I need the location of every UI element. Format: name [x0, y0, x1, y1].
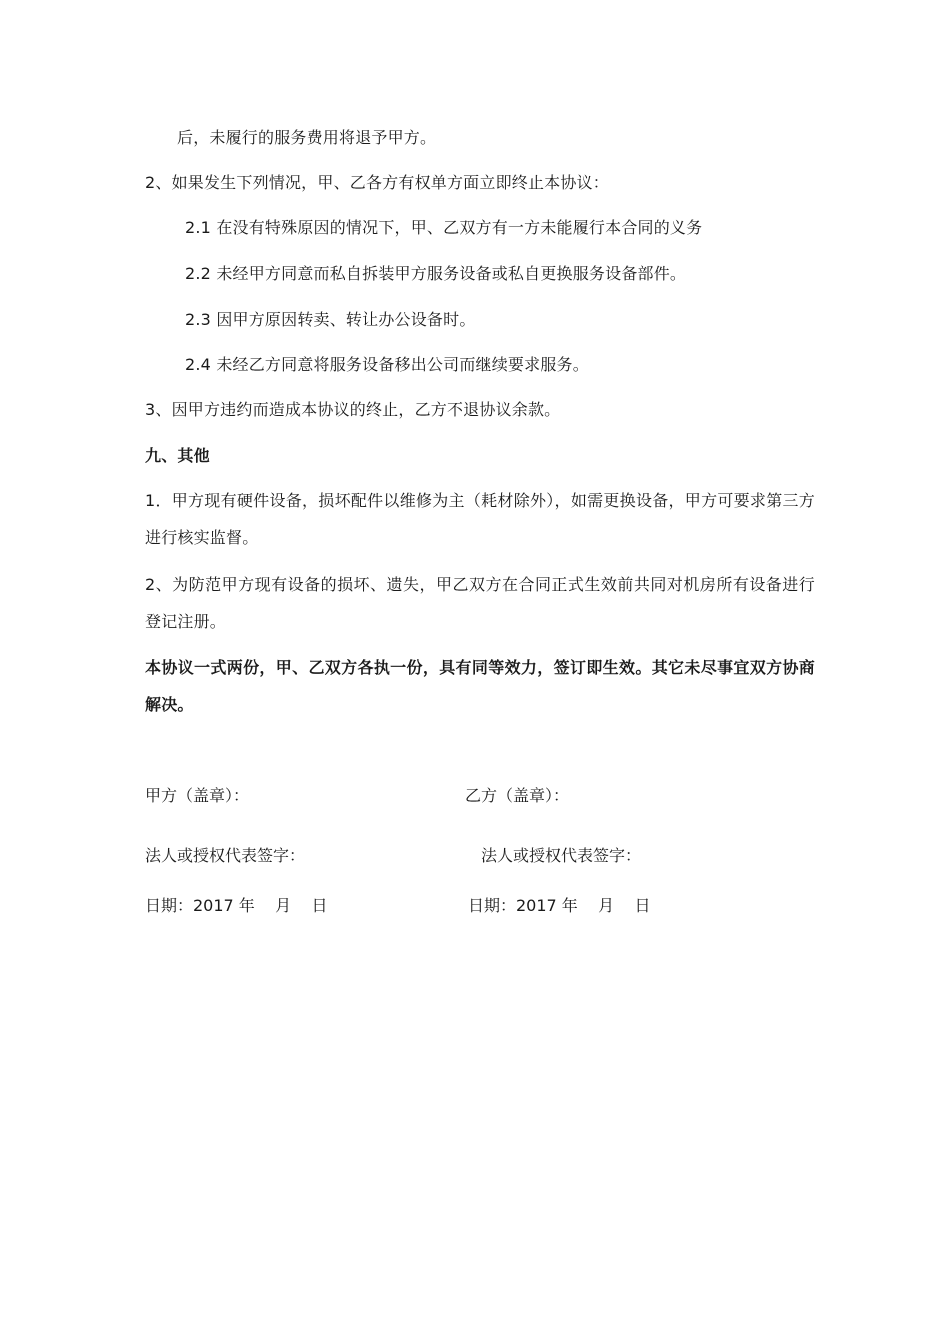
continuation-text: 后，未履行的服务费用将退予甲方。	[177, 128, 437, 147]
section-9-item-2: 2、为防范甲方现有设备的损坏、遗失，甲乙双方在合同正式生效前共同对机房所有设备进行登记注册。	[145, 575, 815, 631]
party-a-date: 日期：2017 年 月 日	[145, 896, 328, 915]
clause-2-1: 2.1 在没有特殊原因的情况下，甲、乙双方有一方未能履行本合同的义务	[185, 218, 703, 237]
party-b-sign-label: 法人或授权代表签字：	[481, 846, 642, 865]
party-a-seal-label: 甲方（盖章）：	[145, 786, 250, 805]
section-9-title: 九、其他	[145, 446, 210, 465]
party-b-date: 日期：2017 年 月 日	[468, 896, 651, 915]
clause-2-heading: 2、如果发生下列情况，甲、乙各方有权单方面立即终止本协议：	[145, 173, 609, 192]
clause-2-4: 2.4 未经乙方同意将服务设备移出公司而继续要求服务。	[185, 355, 589, 374]
closing-statement: 本协议一式两份，甲、乙双方各执一份，具有同等效力，签订即生效。其它未尽事宜双方协商解决。	[145, 658, 815, 714]
party-a-sign-label: 法人或授权代表签字：	[145, 846, 306, 865]
section-9-item-1: 1．甲方现有硬件设备，损坏配件以维修为主（耗材除外），如需更换设备，甲方可要求第三方进行核实监督。	[145, 491, 815, 547]
party-b-seal-label: 乙方（盖章）：	[465, 786, 570, 805]
clause-3: 3、因甲方违约而造成本协议的终止，乙方不退协议余款。	[145, 400, 561, 419]
clause-2-3: 2.3 因甲方原因转卖、转让办公设备时。	[185, 310, 476, 329]
clause-2-2: 2.2 未经甲方同意而私自拆装甲方服务设备或私自更换服务设备部件。	[185, 264, 687, 283]
